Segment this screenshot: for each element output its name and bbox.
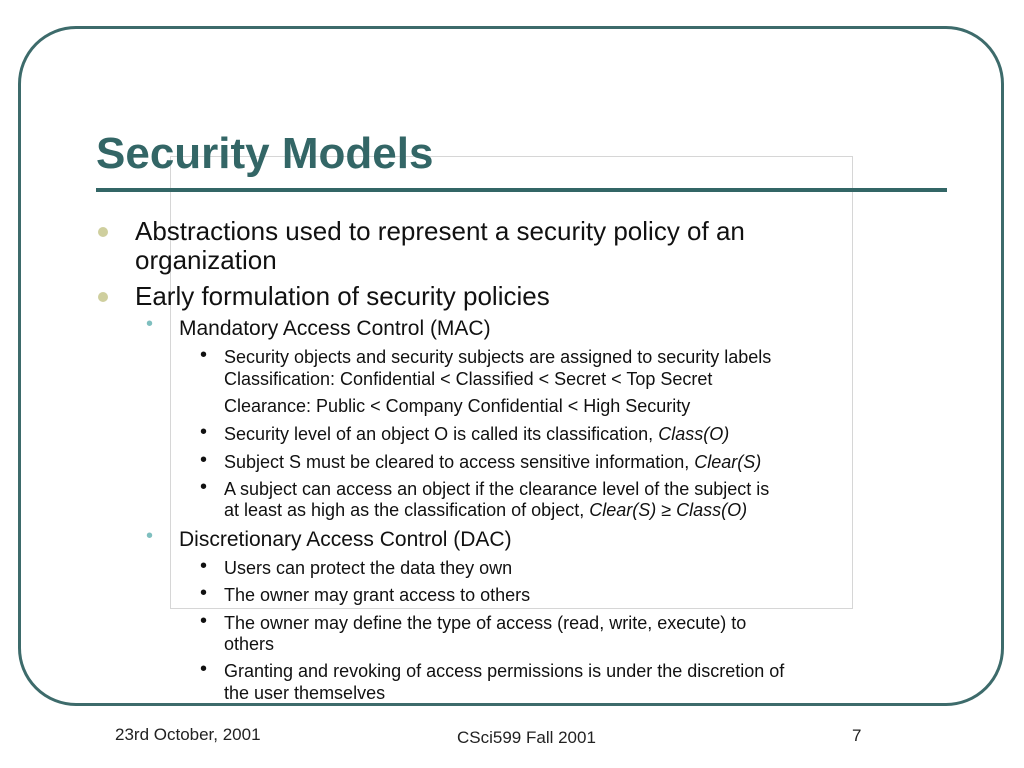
sub-sub-bullet-icon: • [200, 555, 208, 577]
sub-sub-bullet-icon: • [200, 421, 208, 443]
sub-bullet-icon: • [146, 313, 154, 335]
bullet-abstractions-line1: Abstractions used to represent a security policy of an [135, 216, 745, 246]
dac-revoke-line2: the user themselves [224, 683, 386, 703]
sub-sub-bullet-icon: • [200, 582, 208, 604]
sub-sub-bullet-icon: • [200, 658, 208, 680]
footer-course: CSci599 Fall 2001 [457, 728, 596, 747]
mac-labels-line1: Security objects and security subjects are assigned to security labels [224, 347, 772, 367]
mac-access-rule-line1: A subject can access an object if the clearance level of the subject is [224, 479, 770, 499]
mac-security-level-text: Security level of an object O is called its classification, [224, 424, 659, 444]
mac-access-rule-line2 [224, 499, 747, 521]
dac-define-type-line2: others [224, 634, 275, 654]
mac-security-level [224, 423, 729, 445]
sub-sub-bullet-icon: • [200, 476, 208, 498]
slide-title: Security Models [96, 129, 434, 178]
bullet-mac: Mandatory Access Control (MAC) [179, 317, 491, 340]
dac-revoke-line1: Granting and revoking of access permissions is under the discretion of [224, 661, 785, 681]
dac-protect-data: Users can protect the data they own [224, 558, 513, 578]
bullet-abstractions-line2: organization [135, 245, 277, 275]
bullet-dot-icon [98, 292, 108, 302]
sub-bullet-icon: • [146, 525, 154, 547]
clear-s-term: Clear(S) [694, 452, 762, 472]
bullet-dot-icon [98, 227, 108, 237]
footer-date: 23rd October, 2001 [115, 725, 261, 744]
bullet-early-formulation: Early formulation of security policies [135, 281, 550, 311]
mac-access-rule-text: at least as high as the classification of object, [224, 500, 590, 520]
mac-clearance: Clearance: Public < Company Confidential < High Security [224, 396, 691, 416]
sub-sub-bullet-icon: • [200, 344, 208, 366]
mac-cleared [224, 451, 761, 473]
footer-page-number: 7 [852, 726, 862, 745]
dac-grant-access: The owner may grant access to others [224, 585, 531, 605]
dac-define-type-line1: The owner may define the type of access (read, write, execute) to [224, 613, 747, 633]
title-underline [96, 188, 947, 192]
mac-classification: Classification: Confidential < Classified < Secret < Top Secret [224, 369, 713, 389]
sub-sub-bullet-icon: • [200, 449, 208, 471]
bullet-dac: Discretionary Access Control (DAC) [179, 528, 512, 551]
clear-class-relation: Clear(S) ≥ Class(O) [589, 500, 748, 520]
class-o-term: Class(O) [658, 424, 730, 444]
sub-sub-bullet-icon: • [200, 610, 208, 632]
mac-cleared-text: Subject S must be cleared to access sensitive information, [224, 452, 695, 472]
